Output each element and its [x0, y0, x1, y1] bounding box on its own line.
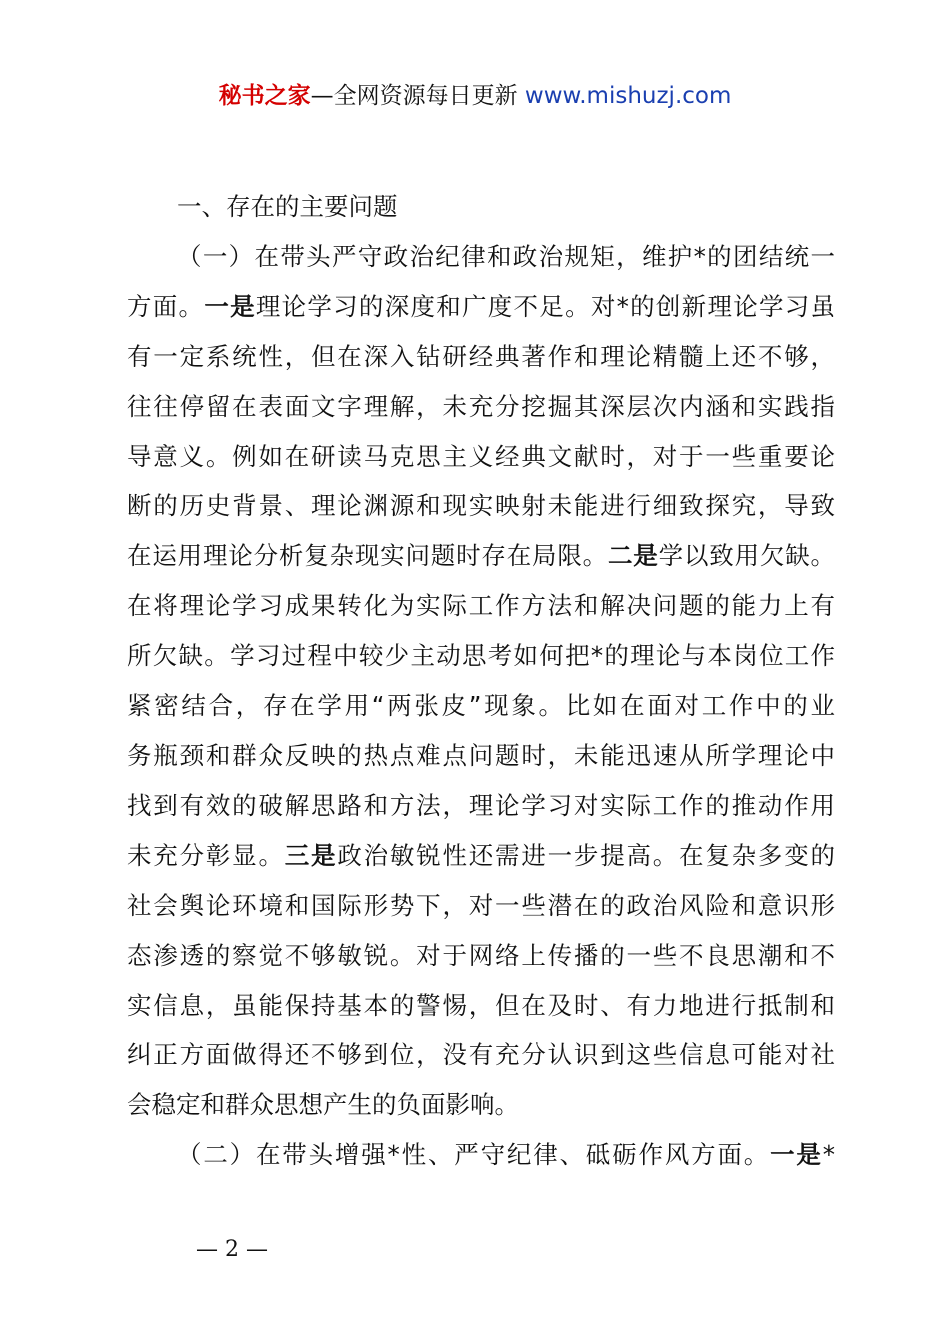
text-run: 学以致用欠缺。	[658, 541, 836, 571]
text-line: 往往停留在表面文字理解，未充分挖掘其深层次内涵和实践指	[127, 391, 835, 421]
text-line	[127, 1130, 835, 1180]
header-brand: 秘书之家	[218, 83, 311, 109]
paragraph-2	[127, 1130, 835, 1180]
site-header	[0, 80, 950, 112]
text-run: 政治敏锐性还需进一步提高。在复杂多变的	[337, 840, 836, 870]
text-run: 方面。	[127, 291, 205, 321]
text-line: 断的历史背景、理论渊源和现实映射未能进行细致探究，导致	[127, 491, 835, 521]
text-run: 在运用理论分析复杂现实问题时存在局限。	[127, 541, 608, 571]
text-run: （二）在带头增强*性、严守纪律、砥砺作风方面。	[177, 1140, 771, 1170]
text-run: *	[822, 1140, 835, 1170]
header-tagline: —全网资源每日更新	[310, 83, 518, 109]
header-url[interactable]: www.mishuzj.com	[524, 83, 732, 109]
text-line: 导意义。例如在研读马克思主义经典文献时，对于一些重要论	[127, 441, 835, 471]
text-line: 找到有效的破解思路和方法，理论学习对实际工作的推动作用	[127, 790, 835, 820]
document-body	[127, 182, 835, 1180]
text-line: 紧密结合，存在学用“两张皮”现象。比如在面对工作中的业	[127, 691, 835, 721]
text-line: 纠正方面做得还不够到位，没有充分认识到这些信息可能对社	[127, 1040, 835, 1070]
emphasis-label: 三是	[284, 840, 338, 870]
text-line: 社会舆论环境和国际形势下，对一些潜在的政治风险和意识形	[127, 890, 835, 920]
text-line: 有一定系统性，但在深入钻研经典著作和理论精髓上还不够，	[127, 341, 835, 371]
text-line: 会稳定和群众思想产生的负面影响。	[127, 1090, 519, 1120]
text-line: （一）在带头严守政治纪律和政治规矩，维护*的团结统一	[177, 241, 835, 271]
text-line: 务瓶颈和群众反映的热点难点问题时，未能迅速从所学理论中	[127, 740, 835, 770]
text-line: 在将理论学习成果转化为实际工作方法和解决问题的能力上有	[127, 591, 835, 621]
text-line	[127, 531, 835, 581]
emphasis-label: 一是	[204, 291, 256, 321]
text-run: 理论学习的深度和广度不足。对*的创新理论学习虽	[255, 291, 836, 321]
text-line: 实信息，虽能保持基本的警惕，但在及时、有力地进行抵制和	[127, 990, 835, 1020]
text-line: 态渗透的察觉不够敏锐。对于网络上传播的一些不良思潮和不	[127, 940, 835, 970]
text-run: 未充分彰显。	[127, 840, 285, 870]
section-heading: 一、存在的主要问题	[177, 192, 398, 221]
paragraph-1	[127, 232, 835, 1130]
text-line: 所欠缺。学习过程中较少主动思考如何把*的理论与本岗位工作	[127, 641, 835, 671]
emphasis-label: 二是	[607, 541, 659, 571]
text-line	[127, 282, 835, 332]
text-line	[127, 831, 835, 881]
emphasis-label: 一是	[770, 1140, 823, 1170]
page-number: — 2 —	[196, 1237, 268, 1262]
